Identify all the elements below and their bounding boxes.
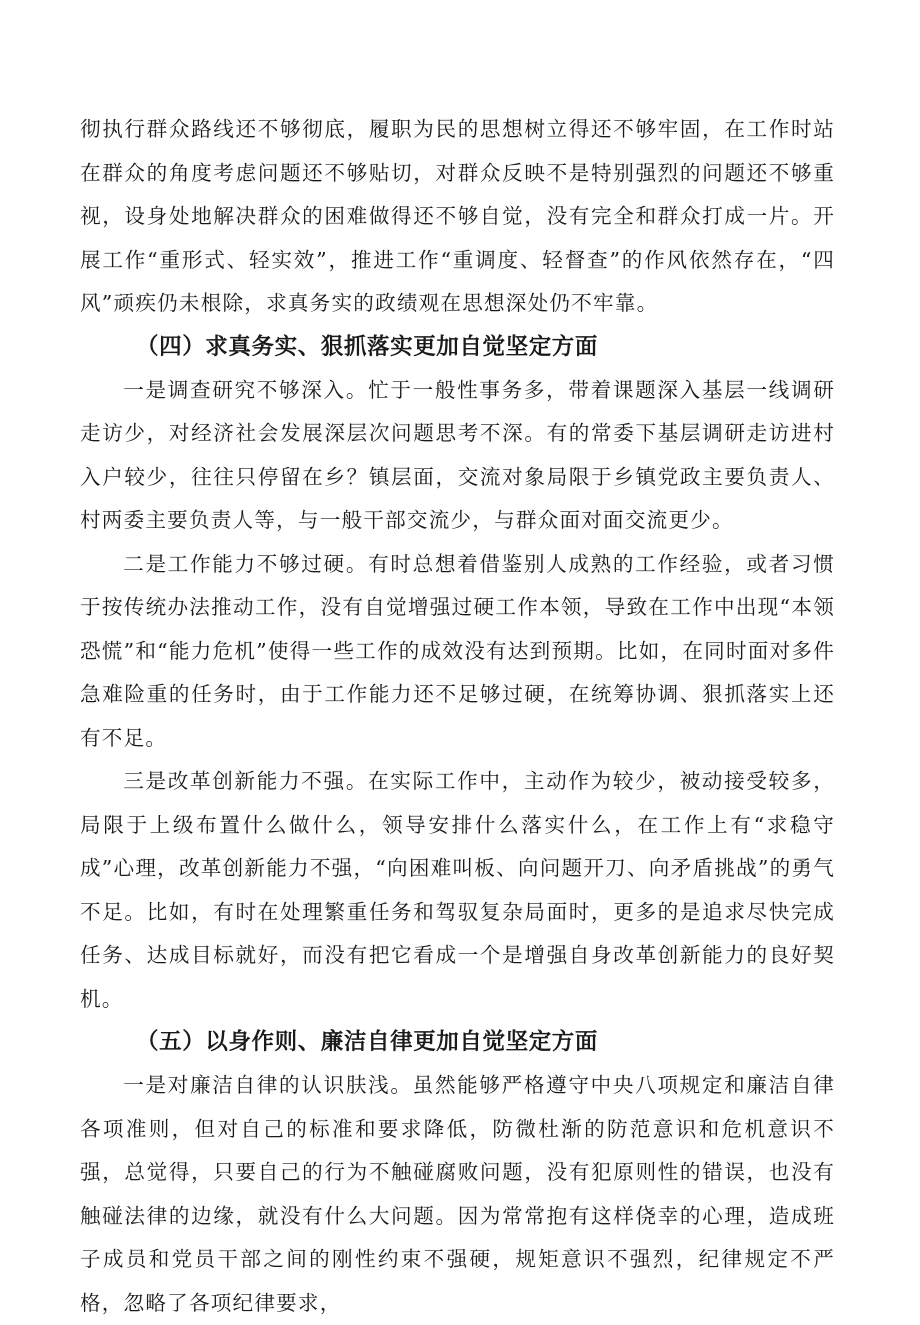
paragraph-research: 一是调查研究不够深入。忙于一般性事务多，带着课题深入基层一线调研走访少，对经济社会发展深层次问题思考不深。有的常委下基层调研走访进村入户较少，往往只停留在乡？镇层面，交流对象局限于乡镇党政主要负责人、村两委主要负责人等，与一般干部交流少，与群众面对面交流更少。 <box>80 377 835 532</box>
paragraph-integrity: 一是对廉洁自律的认识肤浅。虽然能够严格遵守中央八项规定和廉洁自律各项准则，但对自己的标准和要求降低，防微杜渐的防范意识和危机意识不强，总觉得，只要自己的行为不触碰腐败问题，没有犯原则性的错误，也没有触碰法律的边缘，就没有什么大问题。因为常常抱有这样侥幸的心理，造成班子成员和党员干部之间的刚性约束不强硬，规矩意识不强烈，纪律规定不严格，忽略了各项纪律要求， <box>80 1073 835 1315</box>
section-heading-five: （五）以身作则、廉洁自律更加自觉坚定方面 <box>136 1029 599 1055</box>
paragraph-innovation: 三是改革创新能力不强。在实际工作中，主动作为较少，被动接受较多，局限于上级布置什么做什么，领导安排什么落实什么，在工作上有“求稳守成”心理，改革创新能力不强，“向困难叫板、向问题开刀、向矛盾挑战”的勇气不足。比如，有时在处理繁重任务和驾驭复杂局面时，更多的是追求尽快完成任务、达成目标就好，而没有把它看成一个是增强自身改革创新能力的良好契机。 <box>80 769 835 1011</box>
paragraph-mass-line: 彻执行群众路线还不够彻底，履职为民的思想树立得还不够牢固，在工作时站在群众的角度考虑问题还不够贴切，对群众反映不是特别强烈的问题还不够重视，设身处地解决群众的困难做得还不够自觉，没有完全和群众打成一片。开展工作“重形式、轻实效”，推进工作“重调度、轻督查”的作风依然存在，“四风”顽疾仍未根除，求真务实的政绩观在思想深处仍不牢靠。 <box>80 117 835 315</box>
section-heading-four: （四）求真务实、狠抓落实更加自觉坚定方面 <box>136 333 599 360</box>
paragraph-work-ability: 二是工作能力不够过硬。有时总想着借鉴别人成熟的工作经验，或者习惯于按传统办法推动工作，没有自觉增强过硬工作本领，导致在工作中出现“本领恐慌”和“能力危机”使得一些工作的成效没有达到预期。比如，在同时面对多件急难险重的任务时，由于工作能力还不足够过硬，在统筹协调、狠抓落实上还有不足。 <box>80 551 835 750</box>
